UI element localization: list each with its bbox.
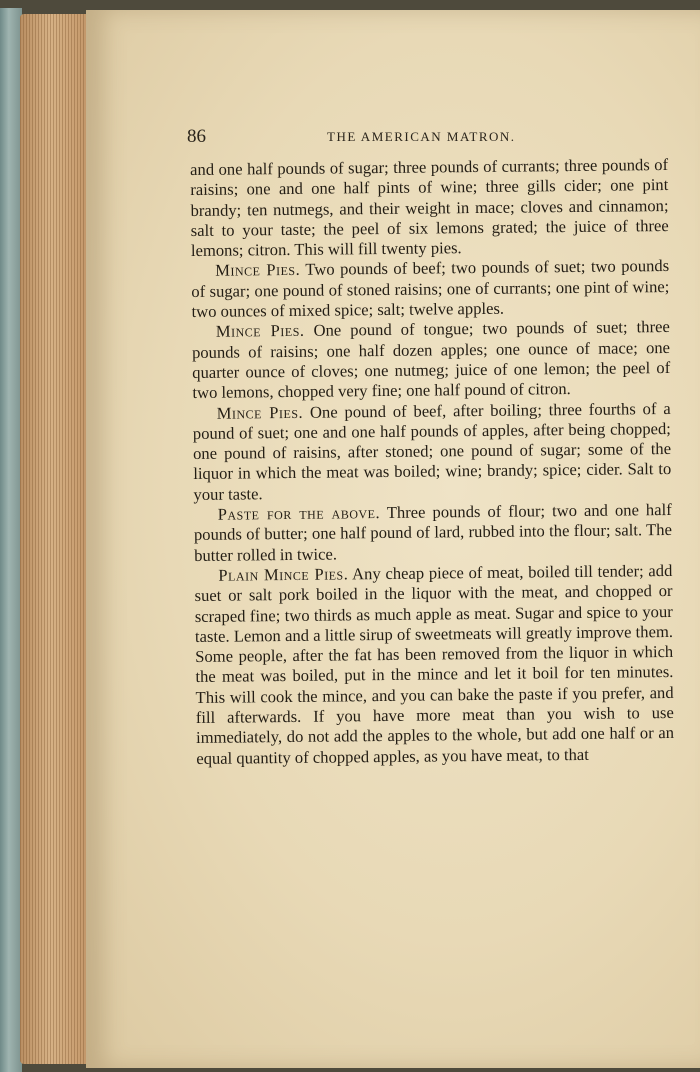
paragraph-heading: Mince Pies. — [215, 321, 305, 342]
paragraph — [191, 256, 670, 322]
running-head — [187, 126, 667, 148]
paragraph — [194, 500, 673, 566]
paragraph — [193, 399, 672, 505]
paragraph-heading: Plain Mince Pies. — [218, 564, 349, 585]
paragraph-text: Three pounds of flour; two and one half pounds of butter; one half pound of lard, rubbed into the flour; salt. The butter rolled in twice. — [193, 500, 672, 565]
running-title: THE AMERICAN MATRON. — [327, 129, 516, 144]
paragraph — [194, 561, 674, 769]
paragraph-heading: Mince Pies. — [216, 402, 304, 423]
book-cover-edge — [0, 8, 22, 1072]
paragraph-heading: Mince Pies. — [215, 260, 301, 281]
paragraph-text: and one half pounds of sugar; three pounds of currants; three pounds of raisins; one and one half pints of wine; three gills cider; one pint brandy; ten nutmegs, and their weight in mace; cloves and cinnamon; salt to your taste; the peel of six lemons grated; the juice of three lemons; citron. This will fill twenty pies. — [190, 154, 669, 261]
paragraph-text: One pound of beef, after boiling; three fourths of a pound of suet; one and one half pounds of apples, after being chopped; one pound of raisins, after stoned; one pound of sugar; some of the liquor in which the meat was boiled; wine; brandy; spice; cider. Salt to your taste. — [192, 398, 672, 504]
paragraph-text: One pound of tongue; two pounds of suet; three pounds of raisins; one half dozen apples; one ounce of mace; one quarter ounce of cloves; one nutmeg; juice of one lemon; the peel of two lemons, chopped very fine; one half pound of citron. — [191, 317, 671, 403]
paragraph — [190, 155, 669, 261]
paragraph-heading: Paste for the above. — [217, 503, 381, 524]
page-number: 86 — [187, 126, 206, 147]
paragraph — [192, 317, 671, 403]
body-text — [190, 155, 674, 769]
paragraph-text: Any cheap piece of meat, boiled till tender; add suet or salt pork boiled in the liquor with the meat, and chopped or scraped fine; two thirds as much apple as meat. Sugar and spice to your taste. Lemon and a little sirup of sweetmeats will greatly improve them. Some people, after the fat has been removed from the liquor in which the meat was boiled, put in the mince and let it boil for ten minutes. This will cook the mince, and you can bake the paste if you prefer, and fill afterwards. If you have more meat than you wish to use immediately, do not add the apples to the whole, but add one half or an equal quantity of chopped apples, as you have meat, to that — [194, 560, 675, 768]
paragraph-text: Two pounds of beef; two pounds of suet; two pounds of sugar; one pound of stoned raisins; one of currants; one pint of wine; two ounces of mixed spice; salt; twelve apples. — [191, 256, 670, 322]
